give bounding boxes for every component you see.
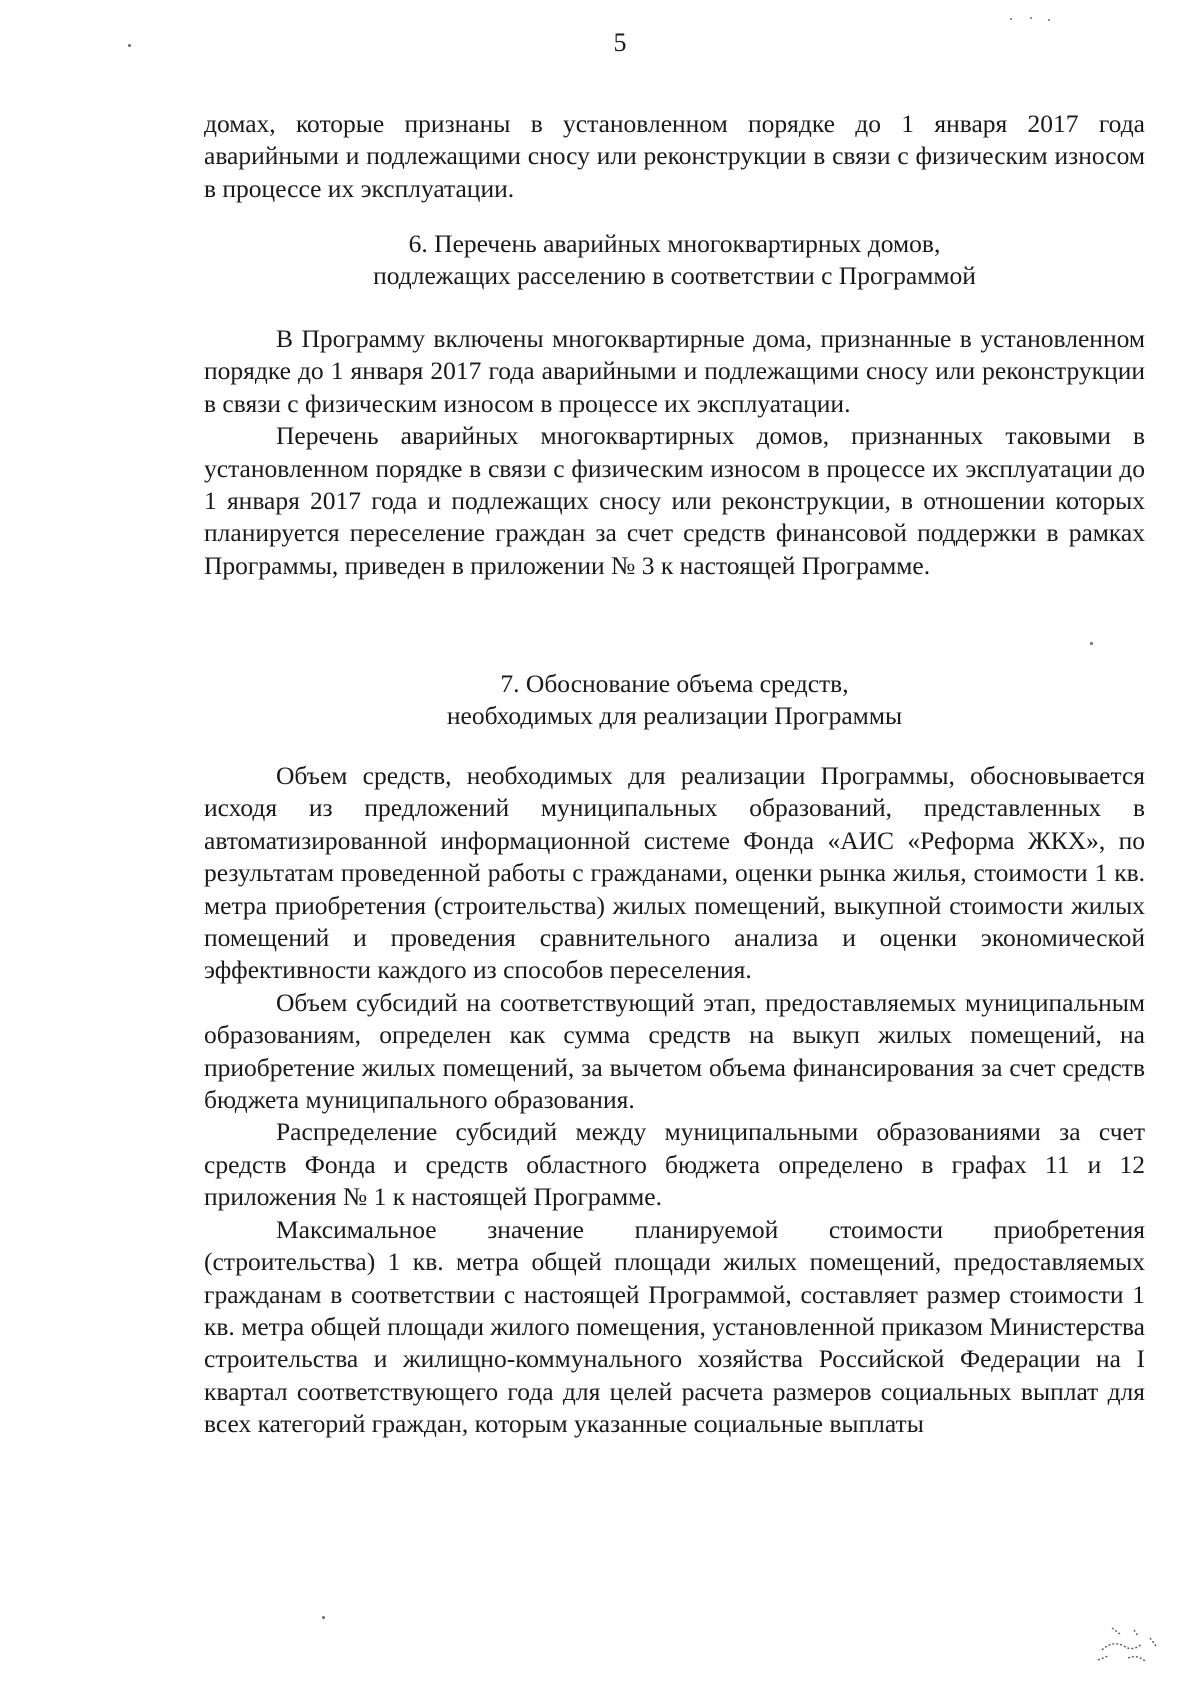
section-7-heading-line-1: 7. Обоснование объема средств, — [500, 669, 849, 698]
intro-continuation-paragraph: домах, которые признаны в установленном порядке до 1 января 2017 года аварийными и подлежащими сносу или реконструкции в связи с физическим износом в процессе их эксплуатации. — [204, 109, 1145, 203]
section-6-paragraph-2: Перечень аварийных многоквартирных домов, признанных таковыми в установленном порядке в связи с физическим износом в процессе их эксплуатации до 1 января 2017 года и подлежащих сносу или реконструкции, в отношении которых планируется переселение граждан за счет средств финансовой поддержки в рамках Программы, приведен в приложении № 3 к настоящей Программе. — [204, 421, 1145, 580]
page-number: 5 — [613, 28, 627, 57]
scan-speck — [1090, 642, 1093, 645]
section-7-paragraph-3: Распределение субсидий между муниципальными образованиями за счет средств Фонда и средств областного бюджета определено в графах 11 и 12 приложения № 1 к настоящей Программе. — [204, 1117, 1145, 1212]
scan-speck — [322, 1616, 325, 1619]
intro-continuation-block — [204, 108, 1145, 205]
scan-speck — [1048, 19, 1050, 21]
section-7-body — [204, 760, 1145, 1441]
section-6-body — [204, 323, 1145, 582]
section-7-heading — [204, 668, 1145, 733]
scan-speck — [1030, 17, 1032, 19]
section-7-heading-line-2: необходимых для реализации Программы — [446, 701, 903, 731]
section-6-heading-line-1: 6. Перечень аварийных многоквартирных домов, — [408, 229, 941, 258]
scan-speck — [1010, 18, 1012, 20]
section-6-heading-line-2: подлежащих расселению в соответствии с Программой — [373, 261, 976, 291]
section-7-paragraph-2: Объем субсидий на соответствующий этап, предоставляемых муниципальным образованиям, определен как сумма средств на выкуп жилых помещений, на приобретение жилых помещений, за вычетом объема финансирования за счет средств бюджета муниципального образования. — [204, 987, 1145, 1115]
section-7-paragraph-1: Объем средств, необходимых для реализации Программы, обосновывается исходя из предложений муниципальных образований, представленных в автоматизированной информационной системе Фонда «АИС «Реформа ЖКХ», по результатам проведенной работы с гражданами, оценки рынка жилья, стоимости 1 кв. метра приобретения (строительства) жилых помещений, выкупной стоимости жилых помещений и проведения сравнительного анализа и оценки экономической эффективности каждого из способов переселения. — [204, 761, 1145, 985]
initials-scribble-icon — [1072, 1616, 1172, 1676]
section-6-paragraph-1: В Программу включены многоквартирные дома, признанные в установленном порядке до 1 января 2017 года аварийными и подлежащими сносу или реконструкции в связи с физическим износом в процессе их эксплуатации. — [204, 324, 1145, 418]
scan-speck — [128, 44, 131, 47]
section-6-heading — [204, 228, 1145, 293]
section-7-paragraph-4: Максимальное значение планируемой стоимости приобретения (строительства) 1 кв. метра общей площади жилых помещений, предоставляемых гражданам в соответствии с настоящей Программой, составляет размер стоимости 1 кв. метра общей площади жилого помещения, установленной приказом Министерства строительства и жилищно-коммунального хозяйства Российской Федерации на I квартал соответствующего года для целей расчета размеров социальных выплат для всех категорий граждан, которым указанные социальные выплаты — [204, 1214, 1145, 1439]
